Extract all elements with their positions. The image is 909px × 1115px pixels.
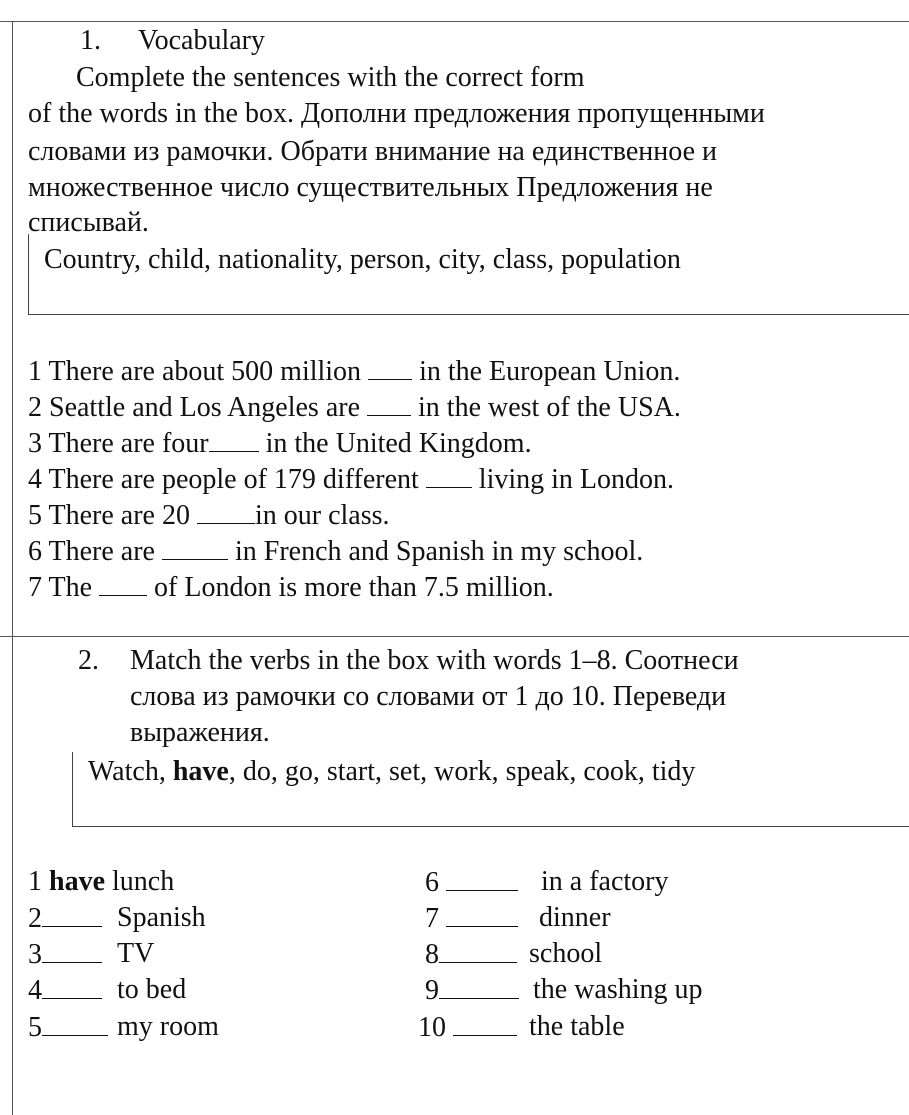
word-box-2-part: Watch, bbox=[88, 756, 173, 787]
item-word: my room bbox=[117, 1011, 219, 1042]
word-box-2-text bbox=[88, 754, 695, 790]
sentence-text: in French and Spanish in my school. bbox=[227, 536, 644, 567]
match-item-7 bbox=[425, 900, 518, 937]
item-word: school bbox=[529, 938, 603, 969]
answer-blank[interactable] bbox=[367, 389, 411, 416]
item-word: lunch bbox=[112, 866, 175, 897]
answer-blank[interactable] bbox=[42, 972, 102, 999]
item-number: 6 bbox=[425, 867, 446, 898]
answer-blank[interactable] bbox=[446, 900, 518, 927]
sentence-text: in our class. bbox=[254, 500, 390, 531]
section1-number: 1. bbox=[80, 25, 101, 56]
sentence-3 bbox=[28, 425, 532, 462]
section1-instruction-line: of the words in the box. Дополни предложения пропущенными bbox=[28, 98, 765, 129]
section2-instruction-line: выражения. bbox=[130, 717, 270, 748]
answer-blank[interactable] bbox=[453, 1009, 517, 1036]
item-number: 4 bbox=[28, 975, 42, 1006]
answer-blank[interactable] bbox=[42, 1009, 108, 1036]
sentence-text: 3 There are four bbox=[28, 428, 209, 459]
item-word: Spanish bbox=[117, 902, 206, 933]
section2-instruction-line: слова из рамочки со словами от 1 до 10. Переведи bbox=[130, 681, 727, 712]
section1-title: Vocabulary bbox=[138, 25, 265, 56]
section1-instruction-line: Complete the sentences with the correct form bbox=[76, 62, 585, 93]
match-item-10 bbox=[418, 1009, 517, 1046]
sentence-text: 5 There are 20 bbox=[28, 500, 197, 531]
word-box-2-part: , do, go, start, set, work, speak, cook, tidy bbox=[228, 756, 696, 787]
answer-blank[interactable] bbox=[426, 461, 472, 488]
sentence-text: living in London. bbox=[471, 464, 675, 495]
sentence-text: 2 Seattle and Los Angeles are bbox=[28, 392, 368, 423]
match-item-2 bbox=[28, 900, 102, 937]
answer-blank[interactable] bbox=[439, 972, 519, 999]
sentence-text: in the west of the USA. bbox=[411, 392, 681, 423]
section1-instruction-line: множественное число существительных Предложения не bbox=[28, 172, 713, 203]
item-number: 5 bbox=[28, 1012, 42, 1043]
section2-instruction-line: Match the verbs in the box with words 1–8. Соотнеси bbox=[130, 645, 739, 676]
section1-instruction-line: списывай. bbox=[28, 207, 149, 238]
match-item-1 bbox=[28, 864, 174, 900]
item-word: to bed bbox=[117, 974, 187, 1005]
answer-blank[interactable] bbox=[42, 900, 102, 927]
sentence-text: 1 There are about 500 million bbox=[28, 356, 369, 387]
left-border bbox=[12, 21, 13, 1115]
answer-blank[interactable] bbox=[209, 425, 259, 452]
answer-blank[interactable] bbox=[42, 936, 102, 963]
item-number: 2 bbox=[28, 903, 42, 934]
sentence-5 bbox=[28, 497, 390, 534]
answer-blank[interactable] bbox=[197, 497, 255, 524]
item-number: 3 bbox=[28, 939, 42, 970]
sentence-text: in the United Kingdom. bbox=[258, 428, 532, 459]
section1-instruction-line: словами из рамочки. Обрати внимание на единственное и bbox=[28, 136, 718, 167]
answer-blank[interactable] bbox=[162, 533, 228, 560]
sentence-text: of London is more than 7.5 million. bbox=[147, 572, 554, 603]
match-item-3 bbox=[28, 936, 102, 973]
item-word: in a factory bbox=[541, 866, 669, 897]
item-number: 1 bbox=[28, 866, 49, 897]
item-word: dinner bbox=[539, 902, 611, 933]
answer-blank[interactable] bbox=[99, 569, 147, 596]
sentence-text: in the European Union. bbox=[412, 356, 681, 387]
match-item-4 bbox=[28, 972, 102, 1009]
sentence-text: 6 There are bbox=[28, 536, 162, 567]
item-word: the washing up bbox=[533, 974, 703, 1005]
item-number: 9 bbox=[425, 975, 439, 1006]
top-rule bbox=[0, 21, 909, 22]
sentence-6 bbox=[28, 533, 643, 570]
sentence-7 bbox=[28, 569, 554, 606]
sentence-text: 7 The bbox=[28, 572, 100, 603]
item-number: 10 bbox=[418, 1012, 453, 1043]
sentence-4 bbox=[28, 461, 674, 498]
item-number: 8 bbox=[425, 939, 439, 970]
item-word: the table bbox=[529, 1011, 625, 1042]
item-verb: have bbox=[49, 866, 105, 897]
sentence-2 bbox=[28, 389, 681, 426]
word-box-2-bold: have bbox=[172, 756, 229, 787]
match-item-9 bbox=[425, 972, 519, 1009]
match-item-5 bbox=[28, 1009, 108, 1046]
sentence-1 bbox=[28, 353, 680, 390]
section2-number: 2. bbox=[78, 645, 99, 676]
section-divider bbox=[0, 636, 909, 637]
item-word: TV bbox=[117, 938, 155, 969]
word-box-1-text: Country, child, nationality, person, city, class, population bbox=[44, 244, 681, 275]
answer-blank[interactable] bbox=[368, 353, 412, 380]
sentence-text: 4 There are people of 179 different bbox=[28, 464, 426, 495]
answer-blank[interactable] bbox=[439, 936, 517, 963]
match-item-6 bbox=[425, 864, 518, 901]
answer-blank[interactable] bbox=[446, 864, 518, 891]
match-item-8 bbox=[425, 936, 517, 973]
item-number: 7 bbox=[425, 903, 446, 934]
